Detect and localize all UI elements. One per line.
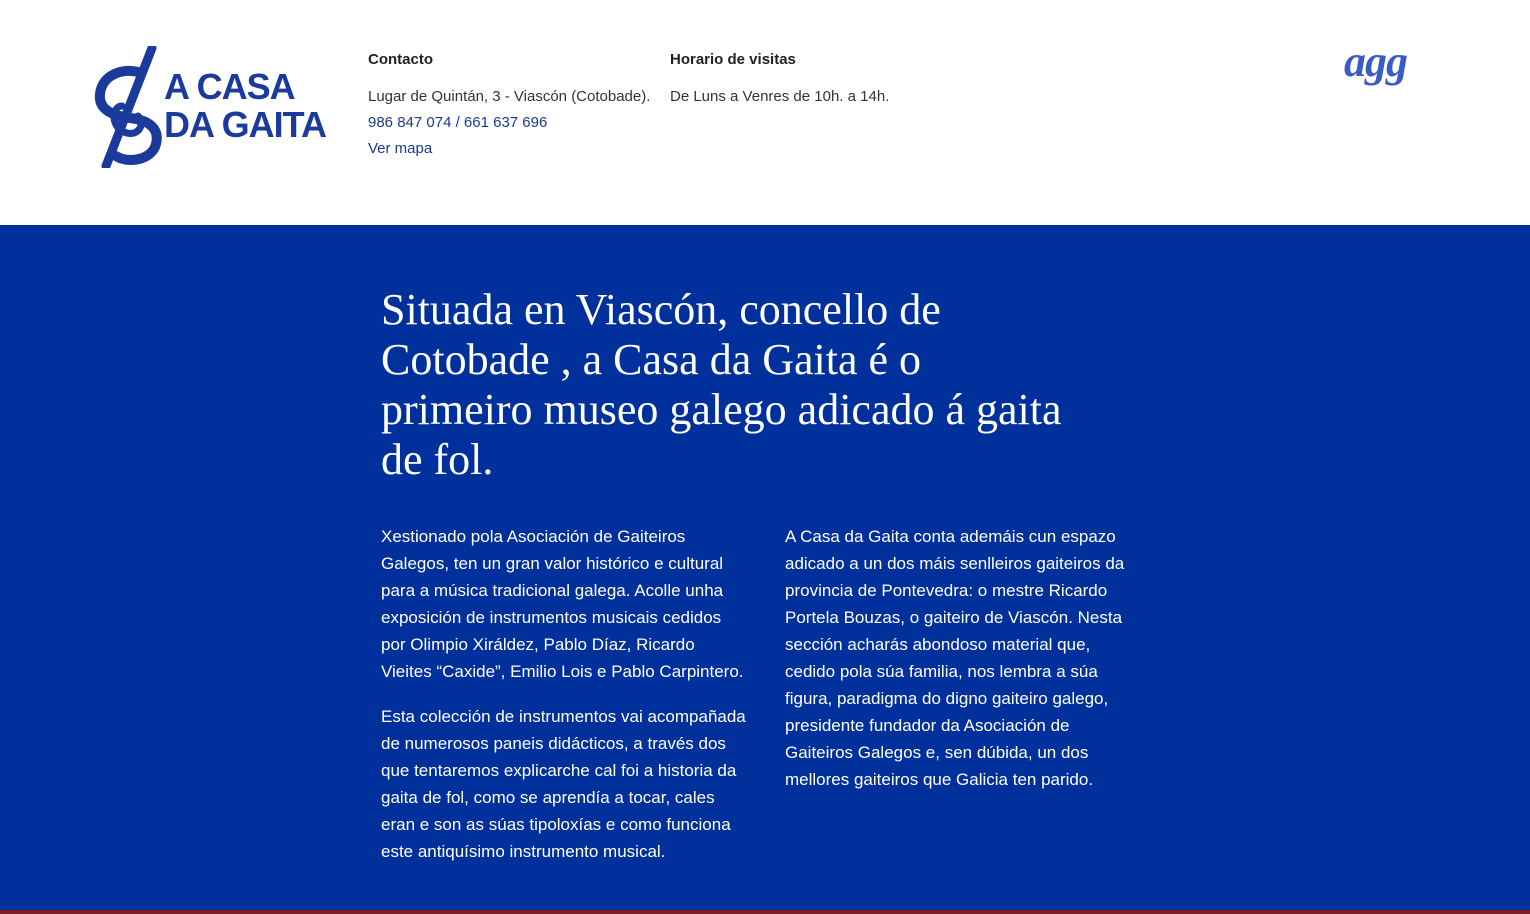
logo-line-1: A CASA [164, 66, 295, 107]
logo-line-2: DA GAITA [164, 104, 326, 145]
site-logo[interactable] [94, 46, 344, 168]
hours-title: Horario de visitas [670, 51, 796, 68]
right-paragraph: A Casa da Gaita conta ademáis cun espazo adicado a un dos máis senlleiros gaiteiros da provincia de Pontevedra: o mestre Ricardo Portela Bouzas, o gaiteiro de Viascón. Nesta sección acharás abondoso material que, cedido pola súa familia, nos lembra a súa figura, paradigma do digno gaiteiro galego, presidente fundador da Asociación de Gaiteiros Galegos e, sen dúbida, un dos mellores gaiteiros que Galicia ten parido. [785, 527, 1125, 789]
map-link[interactable]: Ver mapa [368, 140, 433, 157]
intro-right-column [785, 523, 1135, 811]
site-header [0, 0, 1530, 225]
hours-block [670, 50, 930, 110]
contact-phones-link[interactable]: 986 847 074 / 661 637 696 [368, 114, 548, 131]
intro-section [0, 225, 1530, 914]
gaita-logo-icon [94, 46, 164, 168]
intro-headline: Situada en Viascón, concello de Cotobade , a Casa da Gaita é o primeiro museo galego adicado á gaita de fol. [381, 285, 1062, 484]
logo-wordmark [164, 68, 326, 144]
contact-block [368, 50, 658, 162]
agg-logo[interactable]: agg [1344, 37, 1407, 86]
intro-left-column [381, 523, 749, 883]
bottom-rule [0, 910, 1530, 914]
contact-title: Contacto [368, 51, 433, 68]
contact-address: Lugar de Quintán, 3 - Viascón (Cotobade). [368, 88, 651, 105]
left-paragraph-2: Esta colección de instrumentos vai acompañada de numerosos paneis didácticos, a través dos que tentaremos explicarche cal foi a historia da gaita de fol, como se aprendía a tocar, cales eran e son as súas tipoloxías e como funciona este antiquísimo instrumento musical. [381, 707, 746, 861]
left-paragraph-1: Xestionado pola Asociación de Gaiteiros Galegos, ten un gran valor histórico e cultural para a música tradicional galega. Acolle unha exposición de instrumentos musicais cedidos por Olimpio Xiráldez, Pablo Díaz, Ricardo Vieites “Caxide”, Emilio Lois e Pablo Carpintero. [381, 527, 744, 681]
hours-text: De Luns a Venres de 10h. a 14h. [670, 88, 890, 105]
